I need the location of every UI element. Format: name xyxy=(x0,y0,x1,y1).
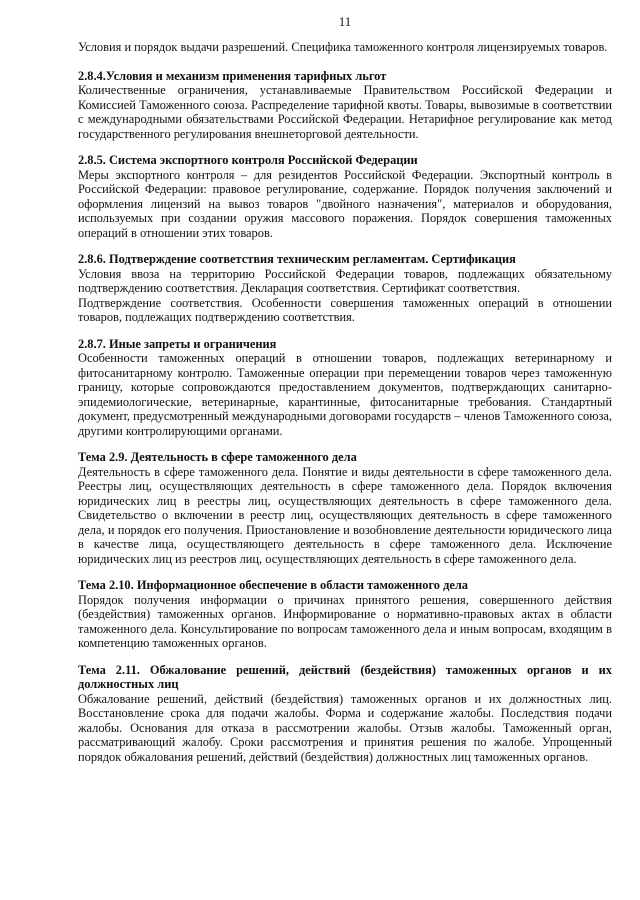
section-paragraph: Условия ввоза на территорию Российской Федерации товаров, подлежащих обязательному подтверждению соответствия. Декларация соответствия. Сертификат соответствия. xyxy=(78,266,612,295)
section-2-8-4 xyxy=(78,69,612,142)
section-paragraph: Меры экспортного контроля – для резидентов Российской Федерации. Экспортный контроль в Российской Федерации: правовое регулирование, содержание. Порядок получения заключений и оформления лицензий на вывоз товаров "двойного назначения", материалов и оборудования, используемых при создании оружия массового поражения. Порядок совершения таможенных операций в отношении этих товаров. xyxy=(78,167,612,240)
page-number: 11 xyxy=(338,14,352,29)
section-heading: Тема 2.10. Информационное обеспечение в области таможенного дела xyxy=(78,578,468,592)
section-2-8-5 xyxy=(78,153,612,240)
section-heading: Тема 2.11. Обжалование решений, действий (бездействия) таможенных органов и их должностных лиц xyxy=(78,662,612,691)
document-page xyxy=(78,14,612,776)
section-paragraph: Особенности таможенных операций в отношении товаров, подлежащих ветеринарному и фитосанитарному контролю. Таможенные операции при перемещении товаров через таможенную границу, которые сопровождаются предоставлением документов, подтверждающих санитарно-эпидемиологические, ветеринарные, карантинные, фитосанитарные требования. Стандартный документ, предусмотренный международными договорами государств – членов Таможенного союза, другими контролирующими органами. xyxy=(78,351,612,438)
section-heading: 2.8.7. Иные запреты и ограничения xyxy=(78,336,277,351)
section-topic-2-9 xyxy=(78,450,612,566)
section-2-8-7 xyxy=(78,337,612,439)
section-heading: 2.8.6. Подтверждение соответствия техническим регламентам. Сертификация xyxy=(78,252,516,266)
intro-section xyxy=(78,40,612,55)
section-paragraph: Количественные ограничения, устанавливаемые Правительством Российской Федерации и Комиссией Таможенного союза. Распределение тарифной квоты. Товары, вывозимые в соответствии с международными обязательствами Российской Федерации. Нетарифное регулирование как метод государственного регулирования внешнеторговой деятельности. xyxy=(78,83,612,141)
section-heading: 2.8.5. Система экспортного контроля Российской Федерации xyxy=(78,153,418,167)
intro-paragraph: Условия и порядок выдачи разрешений. Специфика таможенного контроля лицензируемых товаров. xyxy=(78,40,608,54)
section-paragraph: Порядок получения информации о причинах принятого решения, совершенного действия (бездействия) таможенных органов. Информирование о нормативно-правовых актах в области таможенного дела. Консультирование по вопросам таможенного дела и иным вопросам, входящим в компетенцию таможенных органов. xyxy=(78,592,612,650)
section-heading: Тема 2.9. Деятельность в сфере таможенного дела xyxy=(78,450,357,464)
section-paragraph: Деятельность в сфере таможенного дела. Понятие и виды деятельности в сфере таможенного дела. Реестры лиц, осуществляющих деятельность в сфере таможенного дела. Порядок включения юридических лиц в реестры лиц, осуществляющих деятельность в сфере таможенного дела. Свидетельство о включении в реестр лиц, осуществляющих деятельность в сфере таможенного дела, и порядок его получения. Приостановление и возобновление деятельности юридического лица в качестве лица, осуществляющего деятельность в сфере таможенного дела. Исключение юридических лиц из реестров лиц, осуществляющих деятельность в сфере таможенного дела. xyxy=(78,464,612,566)
section-topic-2-10 xyxy=(78,578,612,651)
section-paragraph: Подтверждение соответствия. Особенности совершения таможенных операций в отношении товаров, подлежащих подтверждению соответствия. xyxy=(78,295,612,324)
section-2-8-6 xyxy=(78,252,612,325)
section-paragraph: Обжалование решений, действий (бездействия) таможенных органов и их должностных лиц. Восстановление срока для подачи жалобы. Форма и содержание жалобы. Последствия подачи жалобы. Основания для отказа в рассмотрении жалобы. Отзыв жалобы. Таможенный орган, рассматривающий жалобу. Сроки рассмотрения и принятия решения по жалобе. Упрощенный порядок обжалования решений, действий (бездействия) должностных лиц таможенных органов. xyxy=(78,691,612,764)
section-topic-2-11 xyxy=(78,663,612,765)
section-heading: 2.8.4.Условия и механизм применения тарифных льгот xyxy=(78,68,387,83)
